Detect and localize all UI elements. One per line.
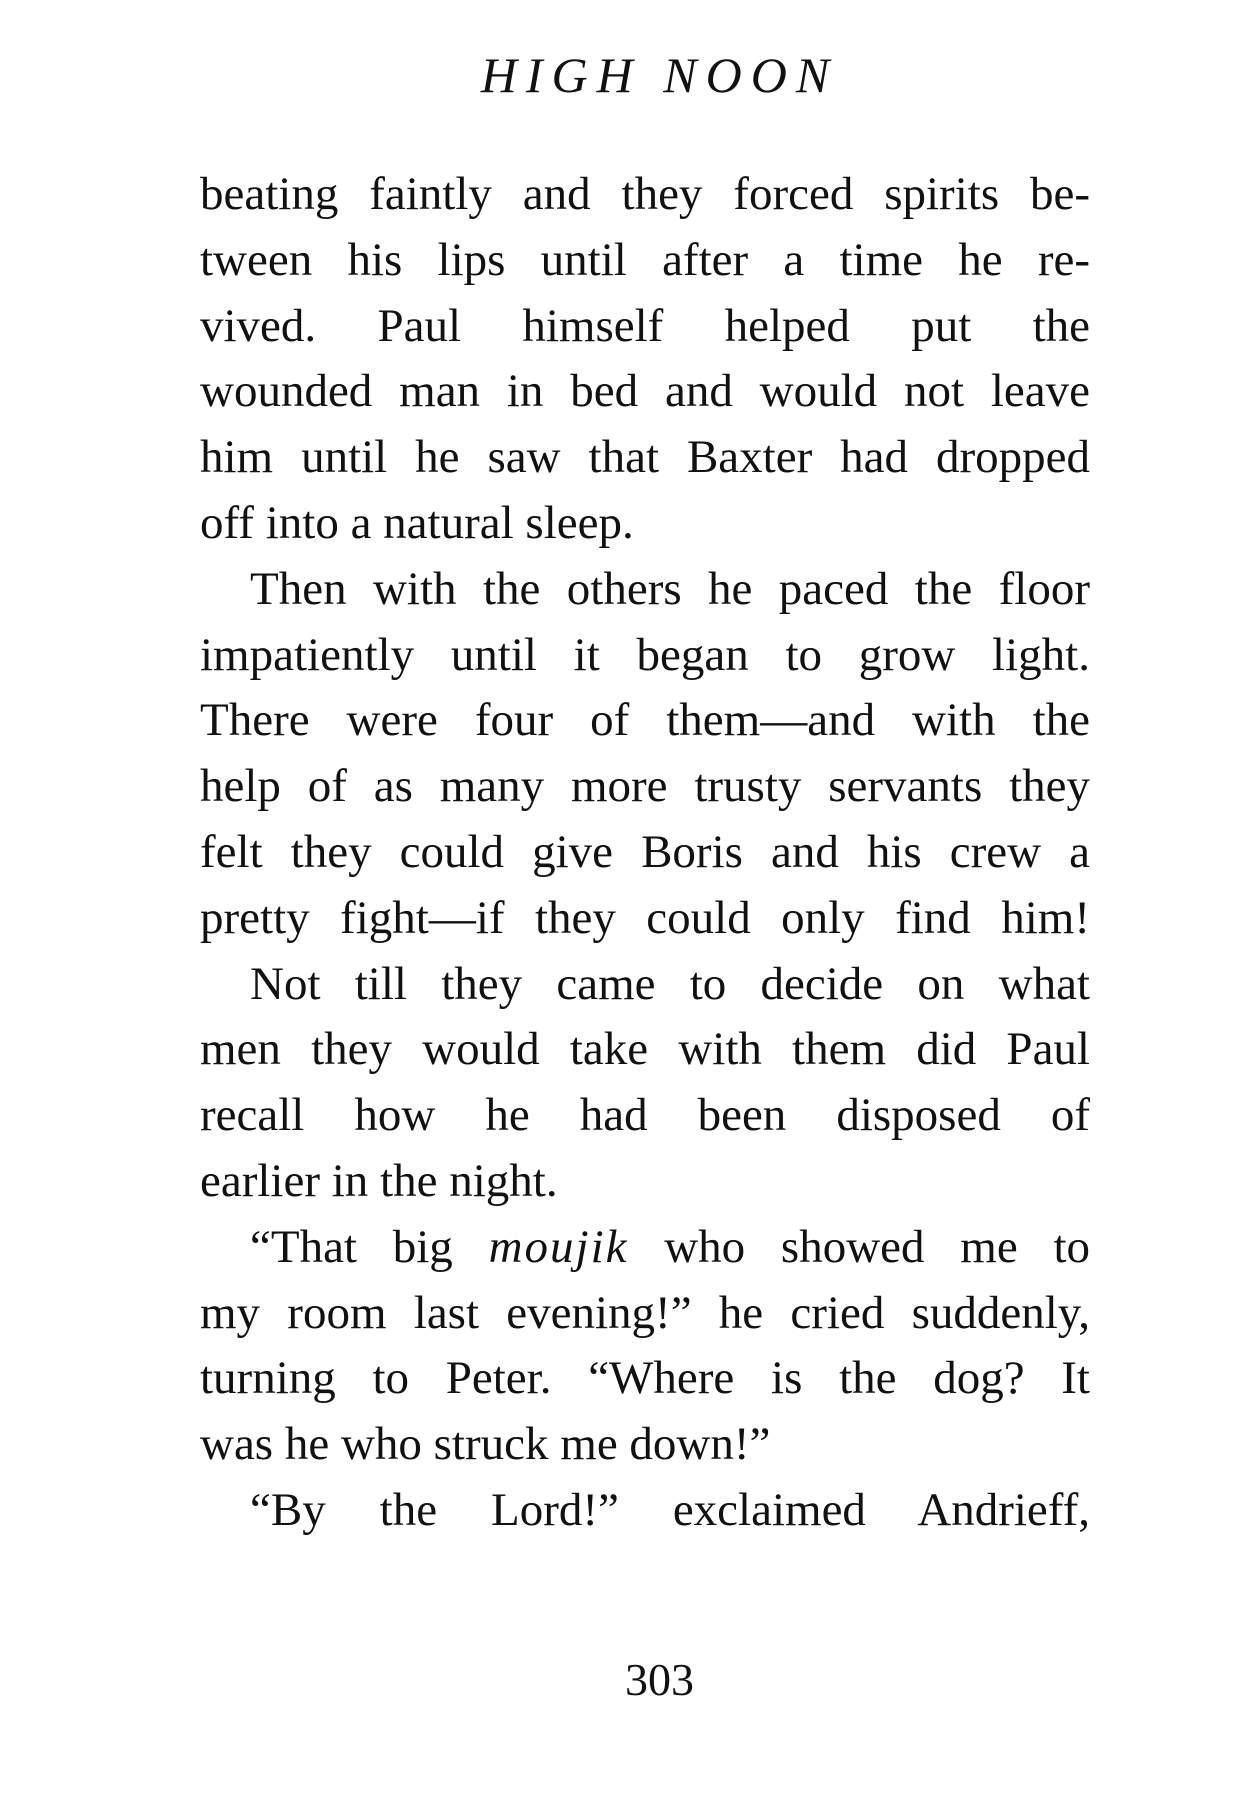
text-line: Not till they came to decide on what [250, 957, 1090, 1010]
text-line: him until he saw that Baxter had dropped [200, 431, 1090, 484]
text-line: “By the Lord!” exclaimed Andrieff, [250, 1483, 1090, 1536]
italic-word: moujik [488, 1220, 629, 1273]
text-line: beating faintly and they forced spirits be- [200, 168, 1090, 220]
text-line: felt they could give Boris and his crew a [200, 825, 1090, 878]
text-line: tween his lips until after a time he re- [200, 233, 1090, 286]
text-line: There were four of them—and with the [200, 694, 1090, 747]
text-line: pretty fight—if they could only find him! [200, 891, 1090, 944]
text-run: who showed me to [628, 1220, 1090, 1273]
text-line: my room last evening!” he cried suddenly, [200, 1286, 1090, 1339]
text-run: “That big [250, 1220, 489, 1273]
text-line: was he who struck me down!” [200, 1418, 771, 1471]
body-text [200, 162, 1090, 1544]
text-line: wounded man in bed and would not leave [200, 365, 1090, 418]
text-line: help of as many more trusty servants they [200, 760, 1090, 813]
text-line [200, 1215, 1090, 1281]
running-head: HIGH NOON [480, 47, 839, 103]
text-line: vived. Paul himself helped put the [200, 299, 1090, 352]
page-number: 303 [625, 1654, 694, 1705]
text-line: off into a natural sleep. [200, 496, 634, 549]
text-line: impatiently until it began to grow light. [200, 628, 1090, 681]
text-line: earlier in the night. [200, 1154, 558, 1207]
text-line: turning to Peter. “Where is the dog? It [200, 1352, 1090, 1405]
text-line: recall how he had been disposed of [200, 1089, 1090, 1142]
text-line: Then with the others he paced the floor [250, 562, 1090, 615]
text-line: men they would take with them did Paul [200, 1023, 1090, 1076]
